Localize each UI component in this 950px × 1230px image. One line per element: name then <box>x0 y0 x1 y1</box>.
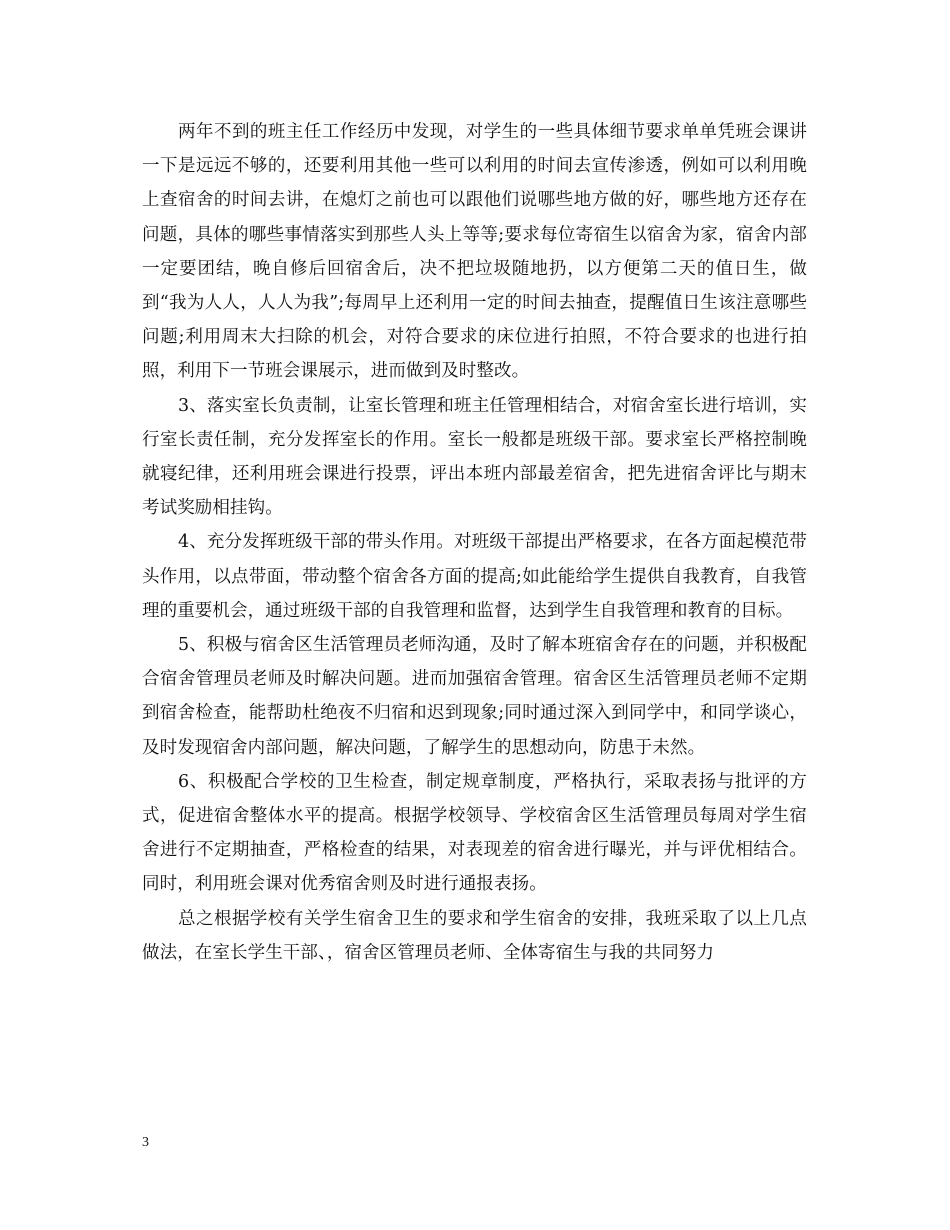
paragraph-5: 6、积极配合学校的卫生检查，制定规章制度，严格执行，采取表扬与批评的方式，促进宿舍整体水平的提高。根据学校领导、学校宿舍区生活管理员每周对学生宿舍进行不定期抽查，严格检查的结果，对表现差的宿舍进行曝光，并与评优相结合。同时，利用班会课对优秀宿舍则及时进行通报表扬。 <box>142 771 807 895</box>
page-number: 3 <box>142 1135 149 1150</box>
paragraph-3: 4、充分发挥班级干部的带头作用。对班级干部提出严格要求，在各方面起模范带头作用，以点带面，带动整个宿舍各方面的提高;如此能给学生提供自我教育，自我管理的重要机会，通过班级干部的自我管理和监督，达到学生自我管理和教育的目标。 <box>142 532 807 621</box>
paragraph-2: 3、落实室长负责制，让室长管理和班主任管理相结合，对宿舍室长进行培训，实行室长责任制，充分发挥室长的作用。室长一般都是班级干部。要求室长严格控制晚就寝纪律，还利用班会课进行投票，评出本班内部最差宿舍，把先进宿舍评比与期末考试奖励相挂钩。 <box>142 395 807 519</box>
document-body <box>142 115 807 970</box>
paragraph-6: 总之根据学校有关学生宿舍卫生的要求和学生宿舍的安排，我班采取了以上几点做法，在室长学生干部、，宿舍区管理员老师、全体寄宿生与我的共同努力 <box>142 908 807 963</box>
paragraph-1: 两年不到的班主任工作经历中发现，对学生的一些具体细节要求单单凭班会课讲一下是远远不够的，还要利用其他一些可以利用的时间去宣传渗透，例如可以利用晚上查宿舍的时间去讲，在熄灯之前也可以跟他们说哪些地方做的好，哪些地方还存在问题，具体的哪些事情落实到那些人头上等等;要求每位寄宿生以宿舍为家，宿舍内部一定要团结，晚自修后回宿舍后，决不把垃圾随地扔，以方便第二天的值日生，做到“我为人人，人人为我”;每周早上还利用一定的时间去抽查，提醒值日生该注意哪些问题;利用周末大扫除的机会，对符合要求的床位进行拍照，不符合要求的也进行拍照，利用下一节班会课展示，进而做到及时整改。 <box>142 122 807 382</box>
paragraph-4: 5、积极与宿舍区生活管理员老师沟通，及时了解本班宿舍存在的问题，并积极配合宿舍管理员老师及时解决问题。进而加强宿舍管理。宿舍区生活管理员老师不定期到宿舍检查，能帮助杜绝夜不归宿和迟到现象;同时通过深入到同学中，和同学谈心，及时发现宿舍内部问题，解决问题，了解学生的思想动向，防患于未然。 <box>142 635 807 758</box>
